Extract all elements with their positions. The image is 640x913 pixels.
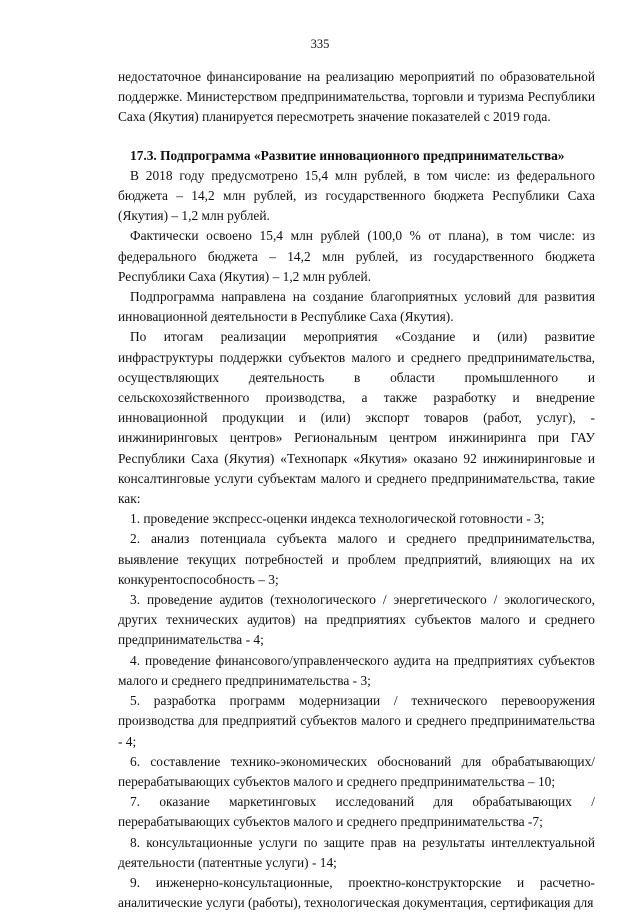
document-body <box>118 67 595 913</box>
paragraph-funding-planned: В 2018 году предусмотрено 15,4 млн рублей, в том числе: из федерального бюджета – 14,2 млн рублей, из государственного бюджета Республики Саха (Якутия) – 1,2 млн рублей. <box>118 167 595 224</box>
list-item: 5. разработка программ модернизации / технического перевооружения производства для предприятий субъектов малого и среднего предпринимательства - 4; <box>118 693 595 749</box>
list-item: 3. проведение аудитов (технологического / энергетического / экологического, других технических аудитов) на предприятиях субъектов малого и среднего предпринимательства - 4; <box>118 592 595 648</box>
continuation-paragraph: недостаточное финансирование на реализацию мероприятий по образовательной поддержке. Министерством предпринимательства, торговли и туризма Республики Саха (Якутия) планируется пересмотреть значение показателей с 2019 года. <box>118 69 595 125</box>
list-item: 2. анализ потенциала субъекта малого и среднего предпринимательства, выявление текущих потребностей и проблем предприятий, влияющих на их конкурентоспособность – 3; <box>118 531 595 587</box>
list-item: 1. проведение экспресс-оценки индекса технологической готовности - 3; <box>130 511 545 527</box>
list-item: 6. составление технико-экономических обоснований для обрабатывающих/ перерабатывающих субъектов малого и среднего предпринимательства – 10; <box>118 753 595 789</box>
list-item: 4. проведение финансового/управленческого аудита на предприятиях субъектов малого и среднего предпринимательства - 3; <box>118 652 595 688</box>
page-number: 335 <box>310 37 330 51</box>
paragraph-results: По итогам реализации мероприятия «Создание и (или) развитие инфраструктуры поддержки субъектов малого и среднего предпринимательства, осуществляющих деятельность в области промышленного и сельскохозяйственного производства, а также разработку и внедрение инновационной продукции и (или) экспорт товаров (работ, услуг), - инжиниринговых центров» Региональным центром инжиниринга при ГАУ Республики Саха (Якутия) «Технопарк «Якутия» оказано 92 инжиниринговые и консалтинговые услуги субъектам малого и среднего предпринимательства, такие как: <box>118 329 595 507</box>
section-heading: 17.3. Подпрограмма «Развитие инновационного предпринимательства» <box>130 147 565 163</box>
paragraph-funding-actual: Фактически освоено 15,4 млн рублей (100,0 % от плана), в том числе: из федерального бюджета – 14,2 млн рублей, из государственного бюджета Республики Саха (Якутия) – 1,2 млн рублей. <box>118 228 595 284</box>
list-item: 9. инженерно-консультационные, проектно-конструкторские и расчетно-аналитические услуги (работы), технологическая документация, сертификация для <box>118 874 595 911</box>
list-item: 7. оказание маркетинговых исследований для обрабатывающих / перерабатывающих субъектов малого и среднего предпринимательства -7; <box>118 794 595 830</box>
list-item: 8. консультационные услуги по защите прав на результаты интеллектуальной деятельности (патентные услуги) - 14; <box>118 834 595 870</box>
paragraph-purpose: Подпрограмма направлена на создание благоприятных условий для развития инновационной деятельности в Республике Саха (Якутия). <box>118 289 595 325</box>
